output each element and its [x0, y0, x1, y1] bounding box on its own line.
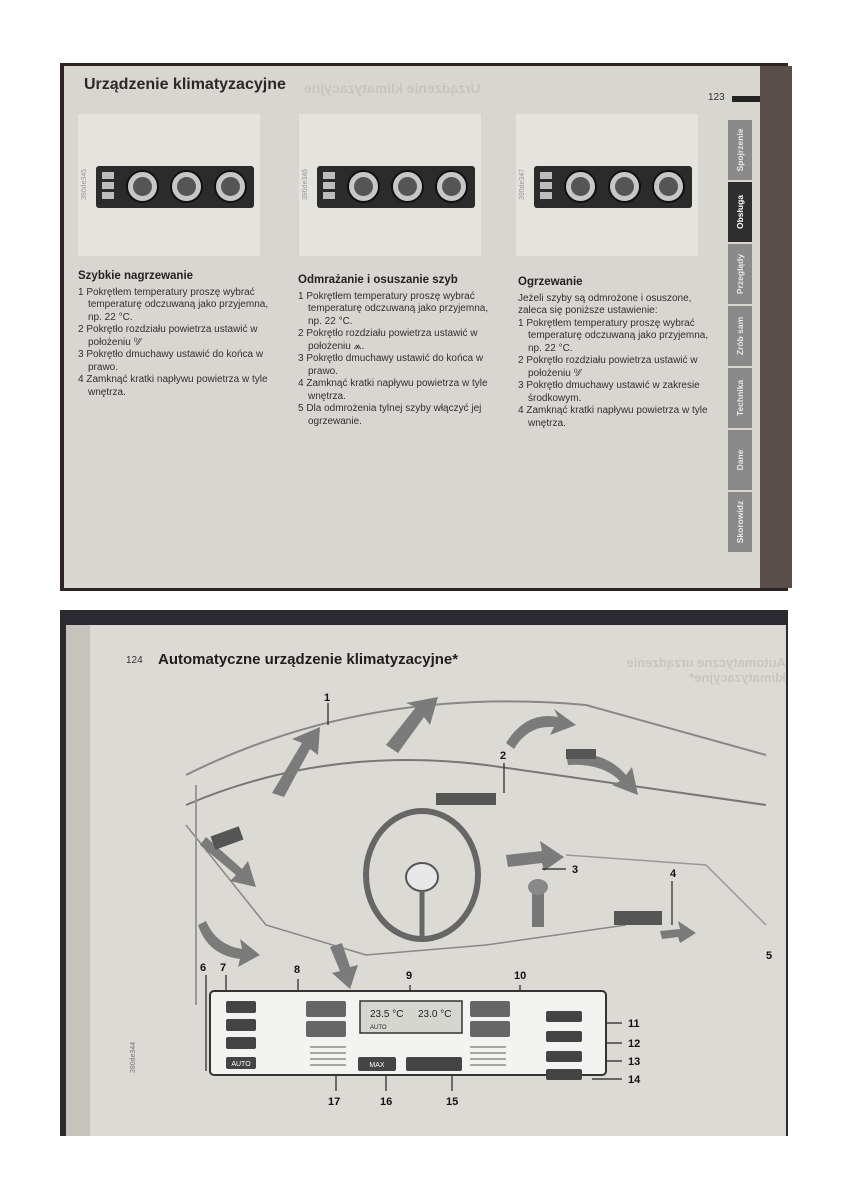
- temp-left-readout: 23.5 °C: [370, 1009, 404, 1020]
- list-item: 2 Pokrętło rozdziału powietrza ustawić w położeniu ⩕.: [298, 328, 478, 352]
- climate-panel-image: [78, 114, 260, 256]
- section-heading: Szybkie nagrzewanie: [78, 270, 194, 282]
- callout-number: 10: [514, 970, 527, 982]
- section-heading: Ogrzewanie: [518, 276, 583, 288]
- airflow-arrow: [330, 943, 358, 989]
- max-button-label: MAX: [369, 1062, 385, 1069]
- callout-number: 16: [380, 1096, 393, 1108]
- rear-vent: [614, 911, 662, 925]
- steering-hub: [406, 863, 438, 891]
- list-item: 3 Pokrętło dmuchawy ustawić w zakresie środkowym.: [518, 380, 700, 404]
- side-vent-left: [211, 826, 244, 849]
- section-heating: [518, 276, 722, 430]
- climate-panel-image: [299, 114, 481, 256]
- airflow-arrow: [660, 921, 696, 943]
- airflow-arrow: [506, 841, 564, 871]
- car-interior-diagram: [66, 625, 786, 1136]
- list-item: 4 Zamknąć kratki napływu powietrza w tyle wnętrza.: [78, 374, 268, 398]
- tab-przeglady[interactable]: Przeglądy: [728, 244, 752, 304]
- center-vents: [436, 793, 496, 805]
- list-item: 1 Pokrętłem temperatury proszę wybrać temperaturę odczuwaną jako przyjemna, np. 22 °C.: [518, 317, 709, 354]
- callout-number: 13: [628, 1056, 641, 1068]
- callout-number: 14: [628, 1074, 641, 1086]
- image-code: 390de345: [81, 168, 88, 200]
- callout-number: 7: [220, 962, 227, 974]
- bleed-through-text: Automatyczne urządzenie klimatyzacyjne*: [626, 655, 786, 685]
- section-heading: Odmrażanie i osuszanie szyb: [298, 274, 458, 286]
- callout-number: 1: [324, 692, 331, 704]
- tab-dane[interactable]: Dane: [728, 430, 752, 490]
- callout-number: 12: [628, 1038, 641, 1050]
- mode-readout: AUTO: [370, 1025, 387, 1031]
- airflow-arrow: [506, 709, 576, 749]
- side-vent-right: [566, 749, 596, 759]
- page-title: Automatyczne urządzenie klimatyzacyjne*: [158, 651, 459, 668]
- tab-spojrzenie[interactable]: Spojrzenie: [728, 120, 752, 180]
- list-item: 2 Pokrętło rozdziału powietrza ustawić w położeniu ⁰⁄⁄: [78, 324, 258, 348]
- airflow-arrow: [198, 921, 260, 967]
- list-item: 1 Pokrętłem temperatury proszę wybrać temperaturę odczuwaną jako przyjemna, np. 22 °C.: [78, 286, 269, 323]
- tab-zrob-sam[interactable]: Zrób sam: [728, 306, 752, 366]
- list-item: 3 Pokrętło dmuchawy ustawić do końca w prawo.: [78, 349, 264, 373]
- bleed-through-text: Urządzenie klimatyzacyjne: [304, 80, 481, 96]
- tab-technika[interactable]: Technika: [728, 368, 752, 428]
- section-intro: Jeżeli szyby są odmrożone i osuszone, zaleca się poniższe ustawienie:: [518, 292, 692, 316]
- list-item: 2 Pokrętło rozdziału powietrza ustawić w położeniu ⁰⁄⁄: [518, 355, 698, 379]
- temp-right-readout: 23.0 °C: [418, 1009, 452, 1020]
- section-quick-heating: [78, 270, 278, 399]
- list-item: 1 Pokrętłem temperatury proszę wybrać temperaturę odczuwaną jako przyjemna, np. 22 °C.: [298, 290, 489, 327]
- image-code: 390de347: [519, 168, 526, 200]
- climate-panel-image: [516, 114, 698, 256]
- fan-button: [406, 1057, 462, 1071]
- page-title: Urządzenie klimatyzacyjne: [84, 76, 286, 93]
- list-item: 3 Pokrętło dmuchawy ustawić do końca w prawo.: [298, 353, 484, 377]
- page-124: [66, 625, 786, 1136]
- tab-skorowidz[interactable]: Skorowidz: [728, 492, 752, 552]
- callout-number: 5: [766, 950, 773, 962]
- chapter-tabs: [728, 120, 752, 554]
- auto-button-label: AUTO: [231, 1061, 251, 1068]
- callout-number: 8: [294, 964, 301, 976]
- book-spine: [760, 66, 792, 588]
- list-item: 4 Zamknąć kratki napływu powietrza w tyle wnętrza.: [298, 378, 488, 402]
- figure-code: 390de344: [130, 1041, 137, 1073]
- callout-number: 4: [670, 868, 677, 880]
- console-line: [566, 855, 766, 925]
- callout-number: 2: [500, 750, 507, 762]
- callout-number: 6: [200, 962, 207, 974]
- list-item: 5 Dla odmrożenia tylnej szyby włączyć jej ogrzewanie.: [298, 403, 482, 427]
- tab-obsluga[interactable]: Obsługa: [728, 182, 752, 242]
- callout-number: 9: [406, 970, 413, 982]
- airflow-arrow: [386, 697, 438, 753]
- page-123: [64, 66, 760, 588]
- page-number: 123: [708, 92, 725, 103]
- callout-number: 17: [328, 1096, 341, 1108]
- callout-number: 15: [446, 1096, 459, 1108]
- image-code: 390de346: [302, 168, 309, 200]
- section-defrost: [298, 274, 502, 428]
- page-number: 124: [126, 655, 143, 666]
- airflow-arrow: [566, 753, 638, 795]
- list-item: 4 Zamknąć kratki napływu powietrza w tyle wnętrza.: [518, 405, 708, 429]
- callout-number: 3: [572, 864, 579, 876]
- callout-number: 11: [628, 1018, 640, 1030]
